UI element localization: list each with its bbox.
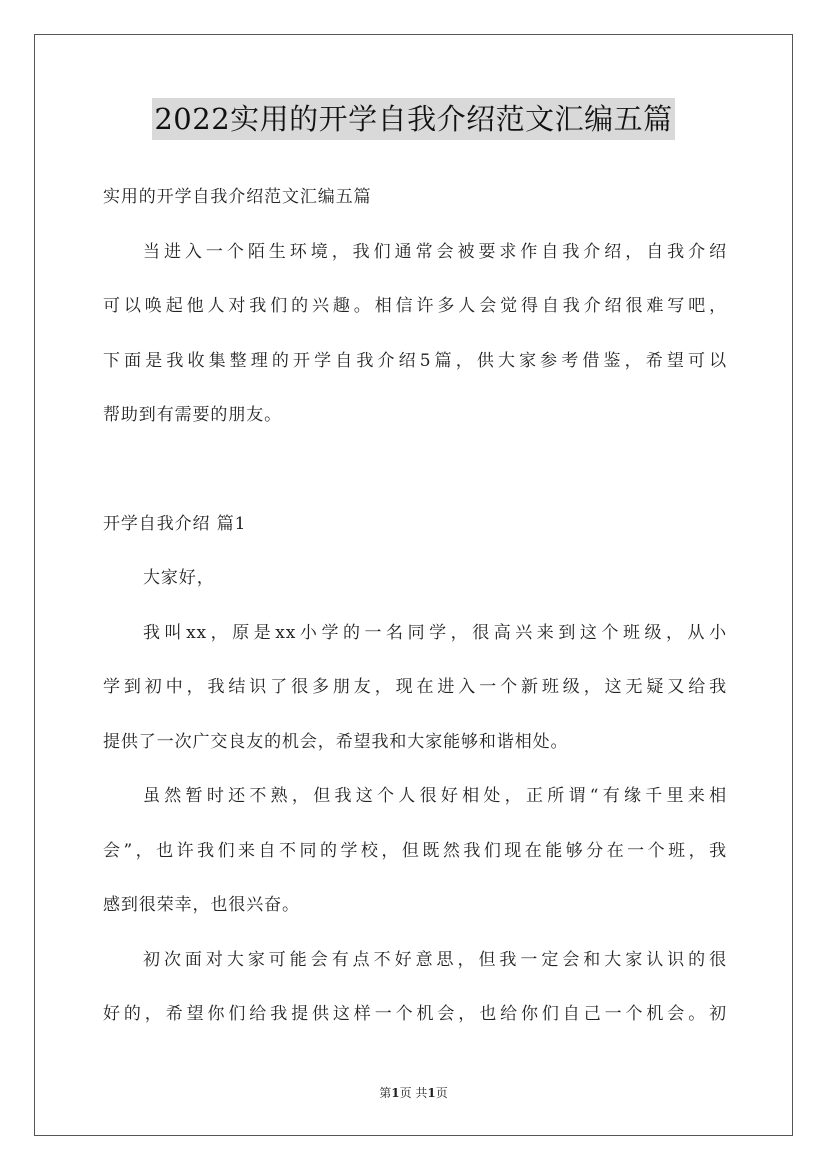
paragraph-line: 提供了一次广交良友的机会，希望我和大家能够和谐相处。	[103, 731, 569, 752]
paragraph-line: 虽然暂时还不熟，但我这个人很好相处，正所谓“有缘千里来相	[143, 786, 727, 806]
paragraph-line: 初次面对大家可能会有点不好意思，但我一定会和大家认识的很	[143, 949, 727, 970]
footer-prefix: 第	[379, 1086, 392, 1100]
paragraph-line: 大家好，	[143, 568, 215, 588]
footer-suffix: 页	[435, 1086, 448, 1100]
page-footer	[0, 1084, 827, 1101]
document-title: 2022实用的开学自我介绍范文汇编五篇	[152, 98, 674, 140]
paragraph-line: 我叫xx，原是xx小学的一名同学，很高兴来到这个班级，从小	[143, 622, 727, 643]
paragraph-line: 可以唤起他人对我们的兴趣。相信许多人会觉得自我介绍很难写吧，	[103, 296, 727, 316]
document-body	[103, 170, 727, 1042]
section-heading: 开学自我介绍 篇1	[103, 513, 247, 534]
title-wrap	[0, 98, 827, 140]
paragraph-line: 好的，希望你们给我提供这样一个机会，也给你们自己一个机会。初	[103, 1004, 727, 1024]
footer-page-total: 1	[427, 1086, 436, 1100]
blank-line	[103, 443, 727, 497]
footer-mid: 页 共	[399, 1086, 428, 1100]
paragraph-line: 会”，也许我们来自不同的学校，但既然我们现在能够分在一个班，我	[103, 840, 727, 861]
paragraph-line: 帮助到有需要的朋友。	[103, 405, 282, 425]
paragraph-line: 感到很荣幸，也很兴奋。	[103, 895, 300, 915]
paragraph-line: 当进入一个陌生环境，我们通常会被要求作自我介绍，自我介绍	[143, 241, 727, 262]
footer-page-current: 1	[391, 1086, 400, 1100]
paragraph-line: 学到初中，我结识了很多朋友，现在进入一个新班级，这无疑又给我	[103, 677, 727, 697]
subtitle-line: 实用的开学自我介绍范文汇编五篇	[103, 187, 372, 207]
paragraph-line: 下面是我收集整理的开学自我介绍5篇，供大家参考借鉴，希望可以	[103, 350, 727, 371]
